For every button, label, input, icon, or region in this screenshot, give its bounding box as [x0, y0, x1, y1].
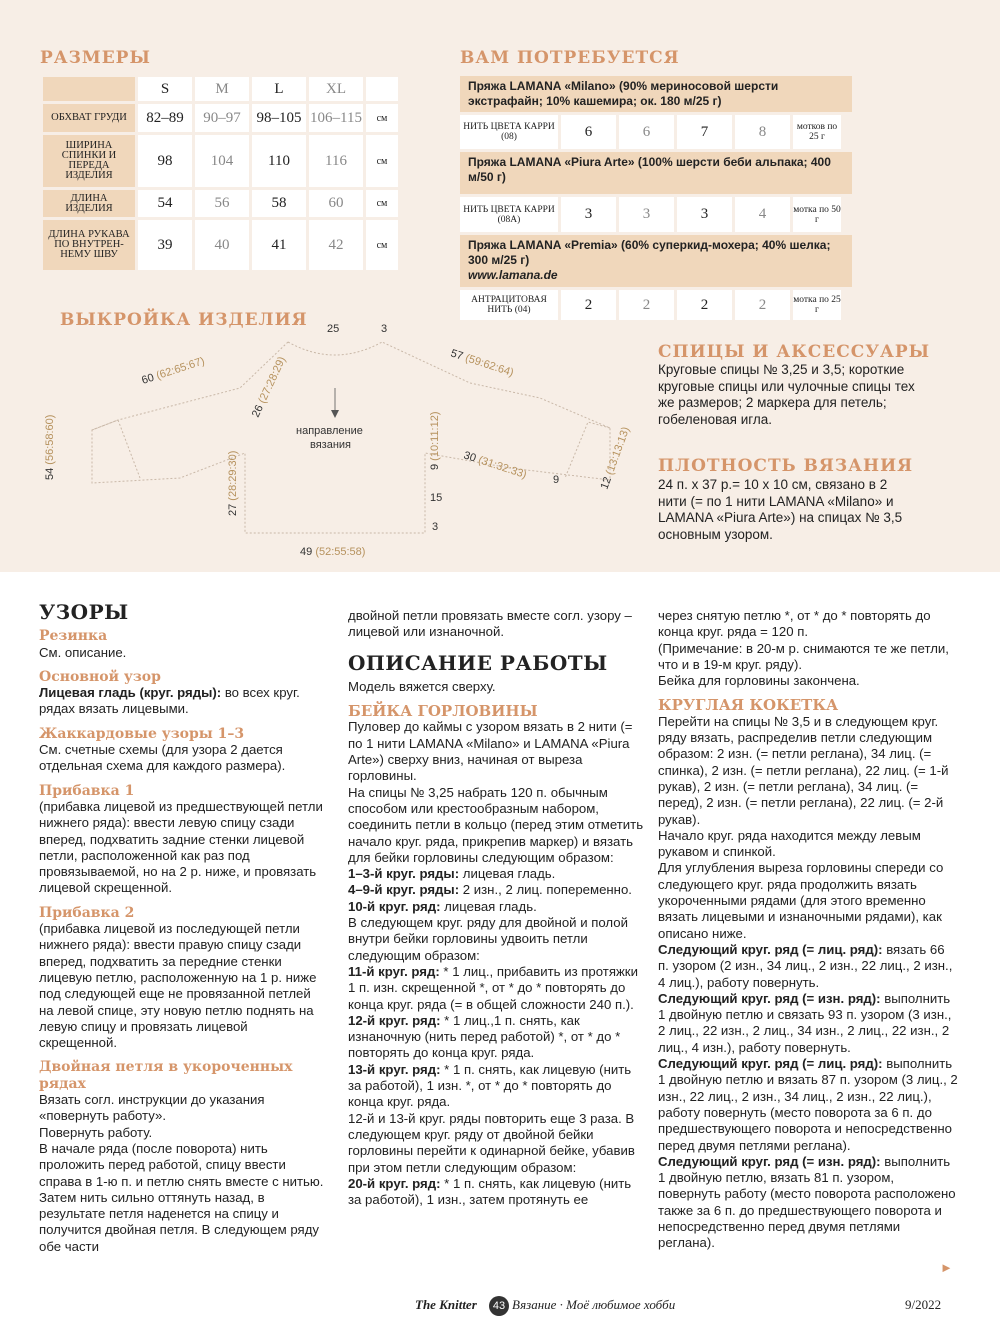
subheading: Резинка	[39, 628, 108, 645]
yarn2-row	[460, 197, 841, 232]
size-header: XL	[309, 77, 363, 101]
dim-label: 60	[140, 371, 156, 387]
yarn1-row	[460, 115, 841, 149]
subheading: Основной узор	[39, 668, 161, 685]
yarn-unit: мотка по 50 г	[793, 197, 841, 232]
svg-text:27 (28:29:30)	[227, 451, 239, 516]
unit: см	[366, 190, 398, 217]
size-value: 42	[309, 220, 363, 270]
gauge-text: 24 п. х 37 р.= 10 х 10 см, связано в 2 нити (= по 1 нити LAMANA «Milano» и LAMANA «Piura Arte») на спицах № 3,5 основным узором.	[658, 477, 903, 542]
dim-label: 49	[300, 546, 313, 558]
dim-label: (62:65:67)	[154, 355, 207, 383]
footer-title: Вязание · Моё любимое хобби	[512, 1297, 676, 1312]
size-value: 60	[309, 190, 363, 217]
dim-label: 57	[449, 347, 465, 363]
yarn-value: 2	[561, 290, 616, 320]
yarn-value: 6	[619, 115, 674, 149]
dim-label: (13:13:13)	[603, 425, 633, 477]
yarn-value: 2	[735, 290, 790, 320]
svg-text:54 (56:58:60)	[44, 415, 56, 480]
unit: см	[366, 220, 398, 270]
yarn-value: 2	[677, 290, 732, 320]
size-value: 116	[309, 135, 363, 187]
yarn-value: 3	[561, 197, 616, 232]
row-label: ШИРИНА СПИНКИ И ПЕРЕДА ИЗДЕЛИЯ	[43, 135, 135, 187]
svg-text:60 (62:65:67)	[140, 355, 206, 387]
dim-label: 54	[44, 467, 56, 480]
subheading: Жаккардовые узоры 1–3	[39, 725, 245, 742]
size-header: L	[252, 77, 306, 101]
continue-arrow-icon: ►	[940, 1260, 953, 1275]
size-value: 90–97	[195, 104, 249, 132]
yarn-value: 3	[619, 197, 674, 232]
patterns-heading: УЗОРЫ	[39, 600, 129, 624]
dim-label: 12	[598, 475, 615, 492]
yarn3-row	[460, 290, 841, 320]
subheading: Прибавка 2	[39, 904, 135, 921]
column-1: УЗОРЫ Резинка См. описание. Основной узор Лицевая гладь (круг. ряды): во всех круг. рядах вязать лицевыми. Жаккардовые узоры 1–3 См. счетные схемы (для узора 2 дается отдельная схема для каждого размера). Прибавка 1 (прибавка лицевой из предшествующей петли нижнего ряда): ввести левую спицу сзади вперед, подхватить задние стенки лицевой петли, расположенной как раз под провязываемой, но на 2 р. ниже, и провязать лицевой скрещенной. Прибавка 2 (прибавка лицевой из последующей петли нижнего ряда): ввести правую спицу сзади вперед, подхватить за передние стенки лицевую петлю, расположенную на 1 р. ниже под следующей еще не провязанной петлей на левой спице, эту новую петлю поднять на левую спицу и провязать лицевой скрещенной. Двойная петля в укороченных рядах Вязать согл. инструкции до указания «повернуть работу». Повернуть работу. В начале ряда (после поворота) нить проложить перед работой, спицу ввести справа в 1-ю п. и петлю снять вместе с нитью. Затем нить сильно оттянуть назад, в результате петля наденется на спицу и получится двойная петля. В следующем ряду обе части	[39, 604, 329, 1255]
unit: см	[366, 104, 398, 132]
yarn-value: 4	[735, 197, 790, 232]
size-value: 40	[195, 220, 249, 270]
size-value: 98	[138, 135, 192, 187]
svg-text:12 (13:13:13)	[599, 425, 633, 491]
dim-label: (10:11:12)	[429, 411, 441, 461]
footer-issue: 9/2022	[905, 1297, 942, 1312]
svg-text:57 (59:62:64)	[449, 347, 515, 379]
dim-label: (59:62:64)	[463, 352, 516, 380]
subheading: Прибавка 1	[39, 782, 135, 799]
size-header: S	[138, 77, 192, 101]
subheading: БЕЙКА ГОРЛОВИНЫ	[348, 702, 538, 721]
yarn-label: НИТЬ ЦВЕТА КАРРИ (08)	[460, 115, 558, 149]
size-value: 58	[252, 190, 306, 217]
yarn-label: АНТРАЦИТОВАЯ НИТЬ (04)	[460, 290, 558, 320]
dim-label: (56:58:60)	[44, 414, 56, 465]
yarn-unit: мотков по 25 г	[793, 115, 841, 149]
sizes-heading: РАЗМЕРЫ	[40, 48, 151, 68]
size-value: 82–89	[138, 104, 192, 132]
yarn-value: 3	[677, 197, 732, 232]
direction-label: направление	[296, 425, 363, 437]
dim-label: 30	[462, 449, 478, 465]
description-heading: ОПИСАНИЕ РАБОТЫ	[348, 650, 608, 675]
subheading: КРУГЛАЯ КОКЕТКА	[658, 696, 839, 715]
dim-label: 3	[432, 521, 439, 533]
lamana-link[interactable]: www.lamana.de	[468, 268, 558, 282]
size-value: 56	[195, 190, 249, 217]
size-value: 110	[252, 135, 306, 187]
size-value: 106–115	[309, 104, 363, 132]
direction-label: вязания	[310, 439, 352, 451]
svg-text:9 (10:11:12)	[429, 411, 441, 470]
dim-label: 25	[327, 323, 340, 335]
yarn1-title: Пряжа LAMANA «Milano» (90% мериносовой шерсти экстрафайн; 10% кашемира; ок. 180 м/25 г)	[460, 76, 852, 112]
yarn-unit: мотка по 25 г	[793, 290, 841, 320]
sizes-table	[40, 74, 401, 273]
size-value: 104	[195, 135, 249, 187]
yarn-label: НИТЬ ЦВЕТА КАРРИ (08А)	[460, 197, 558, 232]
footer-brand: The Knitter	[415, 1297, 477, 1312]
row-label: ОБХВАТ ГРУДИ	[43, 104, 135, 132]
dim-label: 15	[430, 492, 443, 504]
dim-label: (52:55:58)	[315, 546, 366, 558]
subheading: Двойная петля в укороченных рядах	[39, 1059, 293, 1092]
size-value: 39	[138, 220, 192, 270]
dim-label: 9	[553, 474, 560, 486]
need-heading: ВАМ ПОТРЕБУЕТСЯ	[460, 48, 680, 68]
svg-text:49 (52:55:58)	[300, 546, 365, 558]
column-3: через снятую петлю *, от * до * повторять до конца круг. ряда = 120 п. (Примечание: в 20-м р. снимаются те же петли, что и в 19-м круг. ряду). Бейка для горловины закончена. КРУГЛАЯ КОКЕТКА Перейти на спицы № 3,5 и в следующем круг. ряду вязать, распределив петли следующим образом: 2 изн. (= петли реглана), 34 лиц. (= спинка), 2 изн. (= петли реглана), 22 лиц. (= 1-й рукав), 2 изн. (= петли реглана), 34 лиц. (= перед), 2 изн. (= петли реглана), 22 лиц. (= 2-й рукав). Начало круг. ряда находится между левым рукавом и спинкой. Для углубления выреза горловины спереди со следующего круг. ряда продолжить вязать укороченными рядами (для этого временно вязать лицевыми и изнаночными рядами), как описано ниже. Следующий круг. ряд (= лиц. ряд): вязать 66 п. узором (2 изн., 34 лиц., 2 изн., 22 лиц., 2 изн., 4 лиц.), работу повернуть. Следующий круг. ряд (= изн. ряд): выполнить 1 двойную петлю и связать 93 п. узором (3 изн., 2 лиц., 22 изн., 2 лиц., 34 изн., 2 лиц., 22 изн., 2 лиц., 4 изн.), работу повернуть. Следующий круг. ряд (= лиц. ряд): выполнить 1 двойную петлю и вязать 87 п. узором (3 лиц., 2 изн., 22 лиц., 2 изн., 34 лиц., 2 изн., 22 лиц.), работу повернуть (место поворота за 6 п. до предшествующего поворота и непосредственно перед двумя петлями реглана). Следующий круг. ряд (= изн. ряд): выполнить 1 двойную петлю, вязать 81 п. узором, повернуть работу (место поворота расположено также за 6 п. до предшествующего поворота и непосредственно перед двумя петлями реглана).	[658, 608, 958, 1251]
pattern-heading: ВЫКРОЙКА ИЗДЕЛИЯ	[60, 310, 308, 330]
dim-label: (27:28:29)	[256, 354, 289, 406]
size-value: 98–105	[252, 104, 306, 132]
yarn-value: 8	[735, 115, 790, 149]
size-header: M	[195, 77, 249, 101]
size-value: 54	[138, 190, 192, 217]
needles-heading: СПИЦЫ И АКСЕССУАРЫ	[658, 342, 931, 362]
column-2: двойной петли провязать вместе согл. узору – лицевой или изнаночной. ОПИСАНИЕ РАБОТЫ Модель вяжется сверху. БЕЙКА ГОРЛОВИНЫ Пуловер до каймы с узором вязать в 2 нити (= по 1 нити LAMANA «Milano» и LAMANA «Piura Arte») сверху вниз, начиная от выреза горловины. На спицы № 3,25 набрать 120 п. обычным способом или крестообразным набором, соединить петли в кольцо (перед этим отметить начало круг. ряда, прикрепив маркер) и вязать для бейки горловины следующим образом: 1–3-й круг. ряды: лицевая гладь. 4–9-й круг. ряды: 2 изн., 2 лиц. попеременно. 10-й круг. ряд: лицевая гладь. В следующем круг. ряду для двойной и полой внутри бейки горловины удвоить петли следующим образом: 11-й круг. ряд: * 1 лиц., прибавить из протяжки 1 п. изн. скрещенной *, от * до * повторять до конца круг. ряда (= в общей сложности 240 п.). 12-й круг. ряд: * 1 лиц.,1 п. снять, как изнаночную (нить перед работой) *, от * до * повторять до конца круг. ряда. 13-й круг. ряд: * 1 п. снять, как лицевую (нить за работой), 1 изн. *, от * до * повторять до конца круг. ряда. 12-й и 13-й круг. ряды повторить еще 3 раза. В следующем круг. ряду от двойной бейки горловины перейти к одинарной бейке, убавив при этом петли следующим образом: 20-й круг. ряд: * 1 п. снять, как лицевую (нить за работой), 1 изн., затем протянуть ее	[348, 608, 644, 1208]
pattern-diagram	[0, 318, 650, 568]
svg-text:30 (31:32:33)	[462, 449, 528, 481]
row-label: ДЛИНА ИЗДЕЛИЯ	[43, 190, 135, 217]
size-value: 41	[252, 220, 306, 270]
gauge-heading: ПЛОТНОСТЬ ВЯЗАНИЯ	[658, 456, 914, 476]
page-number: 43	[489, 1296, 509, 1316]
dim-label: 26	[249, 403, 266, 420]
dim-label: (28:29:30)	[227, 450, 239, 501]
yarn-value: 7	[677, 115, 732, 149]
yarn-value: 6	[561, 115, 616, 149]
yarn3-title-text: Пряжа LAMANA «Premia» (60% суперкид-мохера; 40% шелка; 300 м/25 г)	[468, 238, 831, 267]
svg-text:26 (27:28:29)	[250, 355, 289, 419]
unit: см	[366, 135, 398, 187]
row-label: ДЛИНА РУКАВА ПО ВНУТРЕН-НЕМУ ШВУ	[43, 220, 135, 270]
yarn3-title	[460, 235, 852, 287]
yarn-value: 2	[619, 290, 674, 320]
dim-label: 3	[381, 323, 388, 335]
needles-text: Круговые спицы № 3,25 и 3,5; короткие круговые спицы или чулочные спицы тех же размеров; 2 маркера для петель; гобеленовая игла.	[658, 362, 915, 427]
dim-label: 9	[429, 463, 441, 470]
dim-label: 27	[227, 503, 239, 516]
dim-label: (31:32:33)	[476, 454, 529, 482]
yarn2-title: Пряжа LAMANA «Piura Arte» (100% шерсти беби альпака; 400 м/50 г)	[460, 152, 852, 194]
